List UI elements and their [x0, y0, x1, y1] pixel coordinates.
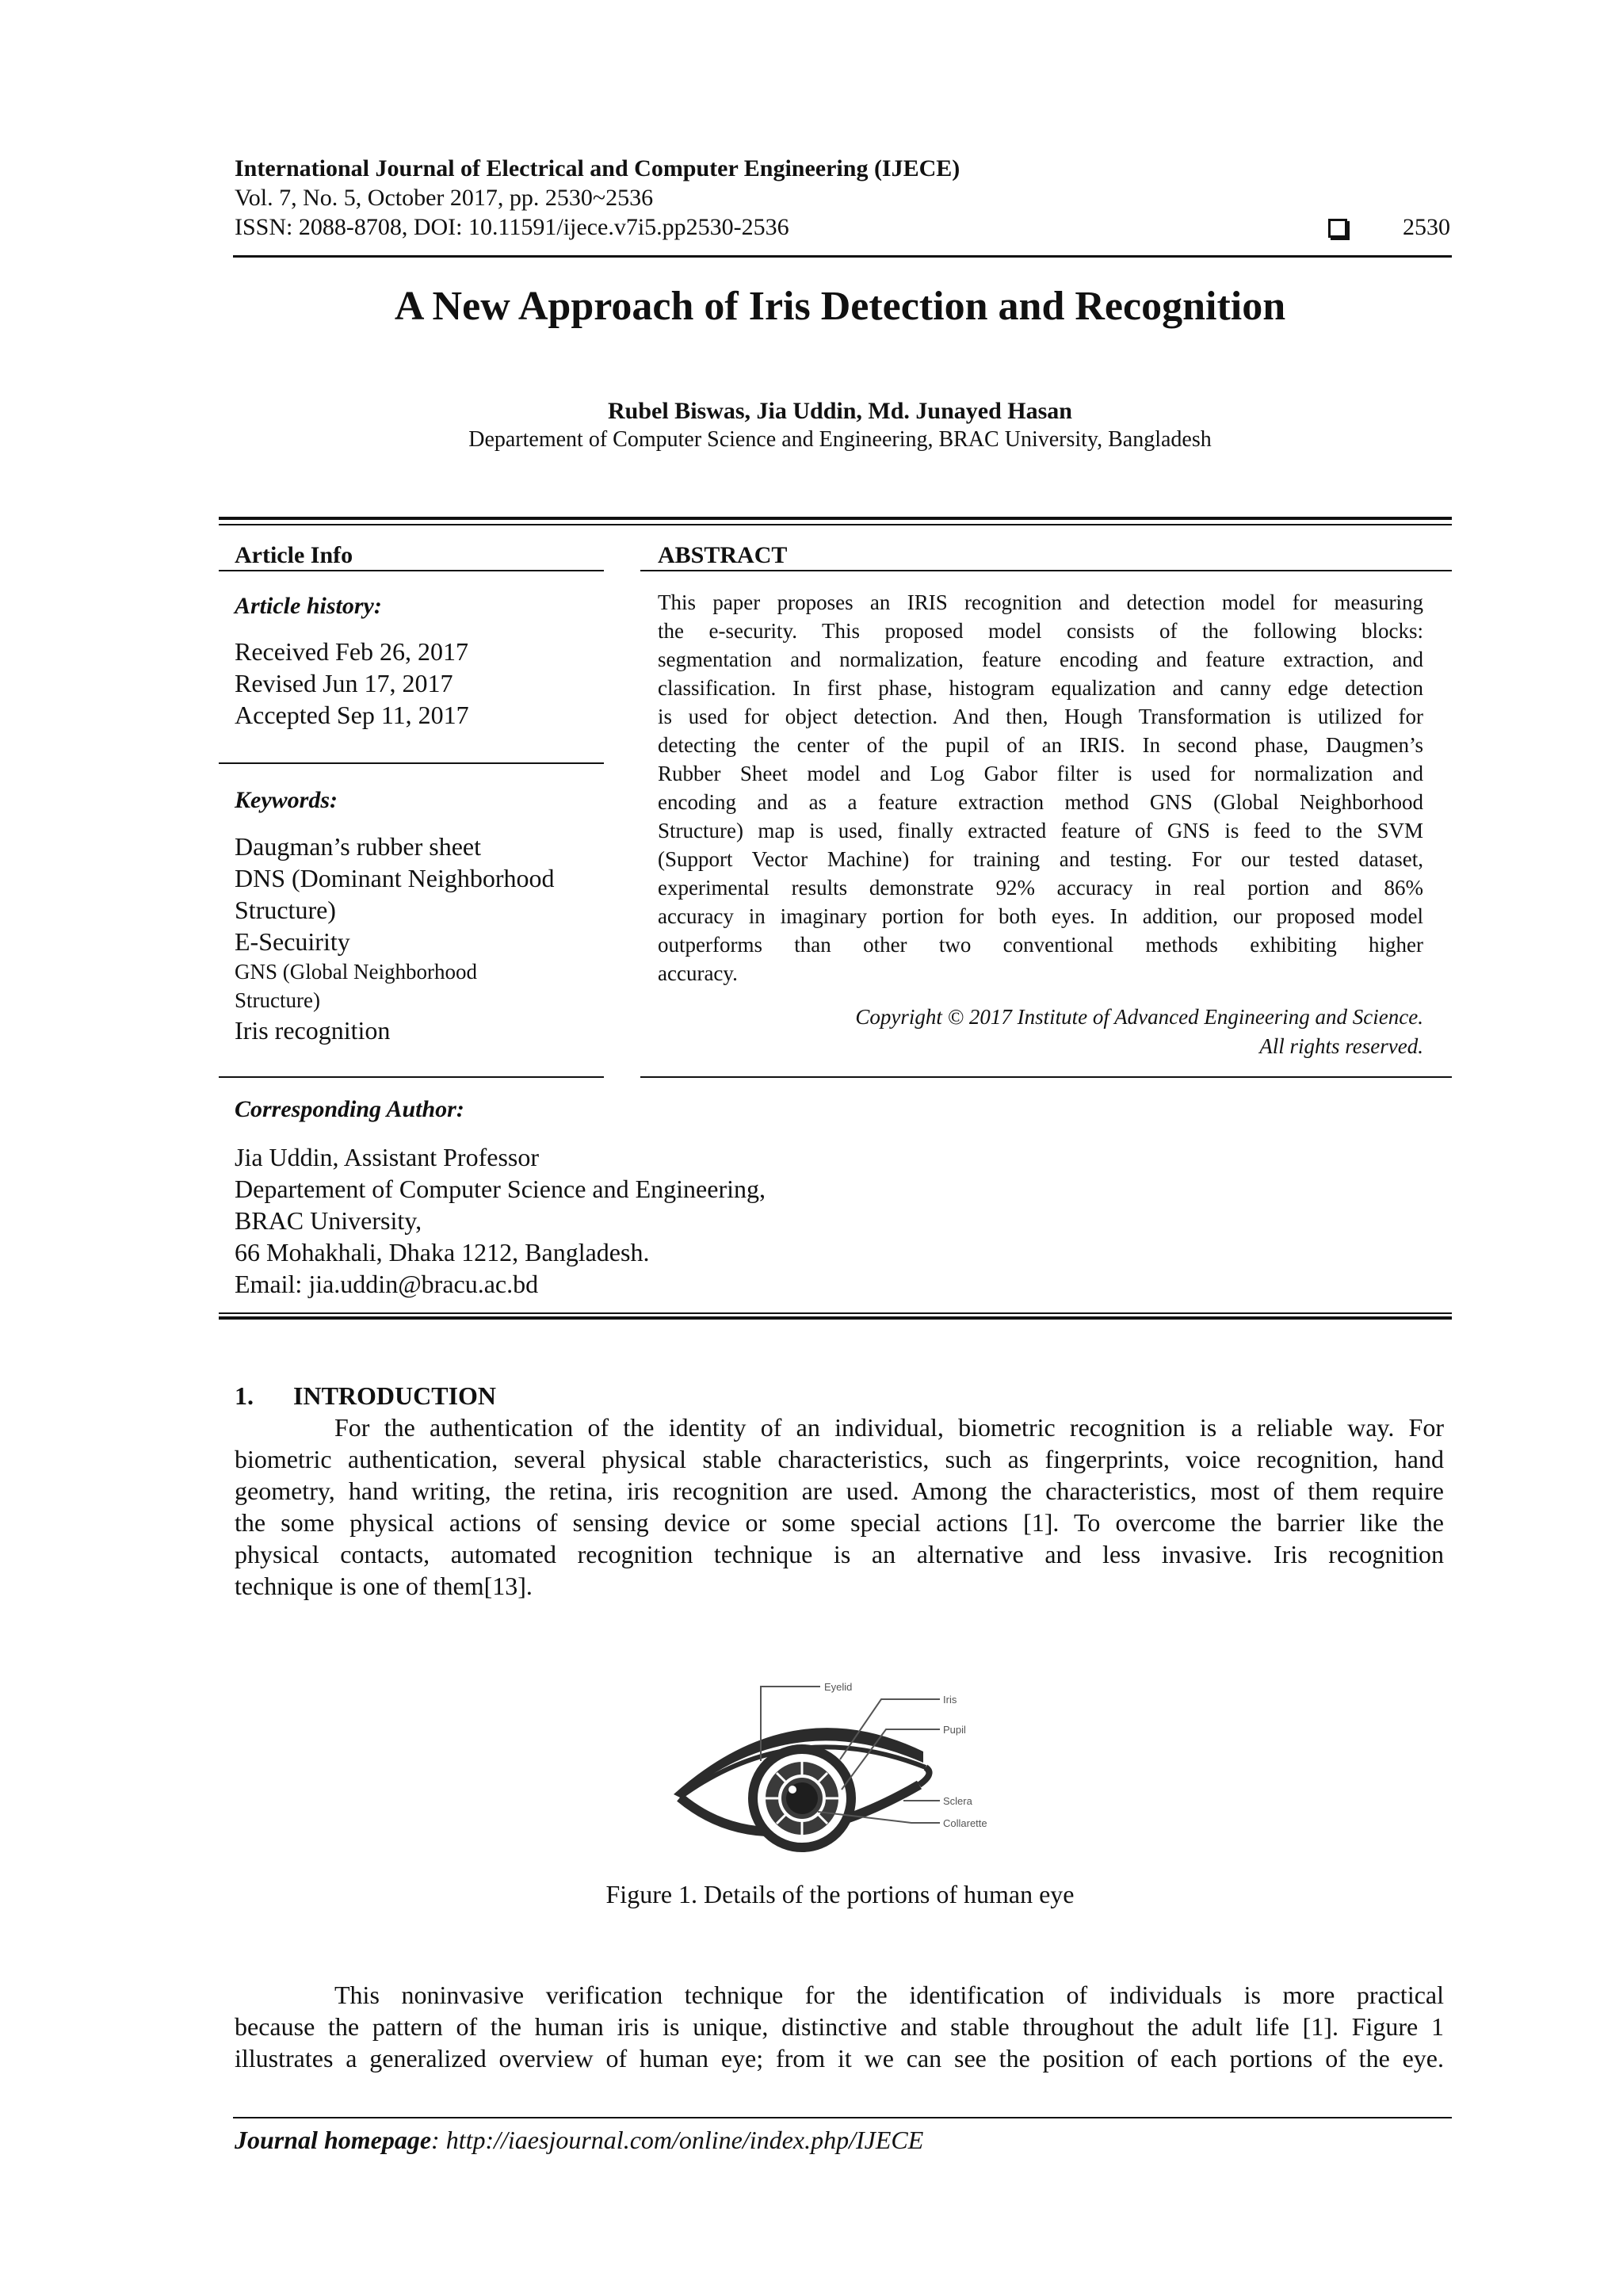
page-number: 2530 — [1403, 214, 1450, 240]
abstract-line: is used for object detection. And then, Hough Transformation is utilized for — [658, 705, 1423, 728]
corresponding-body — [235, 1141, 766, 1300]
paper-affiliation: Departement of Computer Science and Engineering, BRAC University, Bangladesh — [468, 427, 1212, 452]
abstract-line: segmentation and normalization, feature encoding and feature extraction, and — [658, 648, 1423, 671]
abstract-line: Rubber Sheet model and Log Gabor filter is used for normalization and — [658, 762, 1423, 785]
journal-volume: Vol. 7, No. 5, October 2017, pp. 2530~2536 — [235, 185, 654, 211]
article-info-rule — [219, 570, 604, 571]
label-pupil: Pupil — [943, 1724, 966, 1736]
abstract-line: (Support Vector Machine) for training and testing. For our tested dataset, — [658, 847, 1423, 871]
corresponding-address: 66 Mohakhali, Dhaka 1212, Bangladesh. — [235, 1238, 650, 1266]
history-received: Received Feb 26, 2017 — [235, 637, 469, 666]
copyright-line-2: All rights reserved. — [1259, 1034, 1423, 1058]
section-heading: INTRODUCTION — [293, 1381, 497, 1410]
abstract-line: detecting the center of the pupil of an IRIS. In second phase, Daugmen’s — [658, 733, 1423, 757]
keyword-item: Daugman’s rubber sheet — [235, 832, 482, 861]
abstract-line: This paper proposes an IRIS recognition and detection model for measuring — [658, 590, 1423, 614]
abstract-line: accuracy in imaginary portion for both eyes. In addition, our proposed model — [658, 904, 1423, 928]
para2-line: because the pattern of the human iris is unique, distinctive and stable throughout the adult life [1]. Figure 1 — [235, 2012, 1444, 2041]
checkbox-square-icon — [1328, 219, 1347, 238]
section-number: 1. — [235, 1381, 254, 1410]
abstract-body — [658, 588, 1423, 988]
keywords-heading: Keywords: — [235, 787, 338, 813]
para2-line: illustrates a generalized overview of human eye; from it we can see the position of each portions of the eye. — [235, 2044, 1444, 2073]
corresponding-univ: BRAC University, — [235, 1206, 422, 1235]
footer-label: Journal homepage — [235, 2126, 432, 2154]
corresponding-email: Email: jia.uddin@bracu.ac.bd — [235, 1270, 539, 1298]
keyword-item: DNS (Dominant Neighborhood — [235, 864, 555, 892]
label-eyelid: Eyelid — [824, 1681, 853, 1693]
footer-rule — [233, 2117, 1452, 2118]
abstract-line: experimental results demonstrate 92% accuracy in real portion and 86% — [658, 876, 1423, 900]
intro-line: biometric authentication, several physical stable characteristics, such as fingerprints, voice recognition, hand — [235, 1445, 1444, 1473]
left-column-bottom-rule — [219, 1076, 604, 1078]
history-accepted: Accepted Sep 11, 2017 — [235, 701, 469, 729]
abstract-line: the e-security. This proposed model consists of the following blocks: — [658, 619, 1423, 643]
infobox-top-rule-2 — [219, 524, 1452, 525]
abstract-line: Structure) map is used, finally extracted feature of GNS is feed to the SVM — [658, 819, 1423, 842]
abstract-rule — [640, 570, 1452, 571]
abstract-line: encoding and as a feature extraction method GNS (Global Neighborhood — [658, 790, 1423, 814]
para2-line: This noninvasive verification technique for the identification of individuals is more practical — [334, 1981, 1444, 2009]
keyword-item: GNS (Global Neighborhood — [235, 960, 477, 984]
abstract-line: accuracy. — [658, 961, 738, 985]
keywords-rule — [219, 762, 604, 764]
infobox-bottom-rule-1 — [219, 1312, 1452, 1314]
journal-issn: ISSN: 2088-8708, DOI: 10.11591/ijece.v7i5.pp2530-2536 — [235, 214, 789, 240]
intro-paragraph — [235, 1412, 1444, 1602]
keyword-item: Structure) — [235, 988, 320, 1012]
keyword-item: Structure) — [235, 896, 336, 924]
footer-url[interactable]: : http://iaesjournal.com/online/index.php/IJECE — [431, 2126, 924, 2154]
abstract-heading: ABSTRACT — [658, 542, 788, 568]
abstract-line: classification. In first phase, histogram equalization and canny edge detection — [658, 676, 1423, 700]
intro-line: For the authentication of the identity of an individual, biometric recognition is a reliable way. For — [334, 1413, 1444, 1442]
history-revised: Revised Jun 17, 2017 — [235, 669, 453, 697]
keywords-list — [235, 831, 555, 1046]
intro-line: physical contacts, automated recognition technique is an alternative and less invasive. Iris recognition — [235, 1540, 1444, 1568]
corresponding-dept: Departement of Computer Science and Engineering, — [235, 1175, 766, 1203]
copyright-line-1: Copyright © 2017 Institute of Advanced Engineering and Science. — [855, 1005, 1423, 1029]
corresponding-heading: Corresponding Author: — [235, 1096, 464, 1122]
intro-line: the some physical actions of sensing device or some special actions [1]. To overcome the barrier like the — [235, 1508, 1444, 1537]
label-iris: Iris — [943, 1694, 957, 1706]
eye-diagram-figure — [674, 1674, 1022, 1856]
infobox-top-rule-1 — [219, 517, 1452, 520]
journal-title: International Journal of Electrical and Computer Engineering (IJECE) — [235, 155, 960, 181]
abstract-line: outperforms than other two conventional methods exhibiting higher — [658, 933, 1423, 957]
intro-line: technique is one of them[13]. — [235, 1572, 533, 1600]
label-collarette: Collarette — [943, 1817, 987, 1829]
history-heading: Article history: — [235, 593, 382, 619]
infobox-bottom-rule-2 — [219, 1316, 1452, 1320]
footer — [235, 2124, 923, 2156]
paragraph-2 — [235, 1979, 1444, 2074]
history-list — [235, 636, 469, 731]
article-info-heading: Article Info — [235, 542, 353, 568]
paper-title: A New Approach of Iris Detection and Recognition — [394, 284, 1286, 329]
label-sclera: Sclera — [943, 1795, 972, 1807]
corresponding-name: Jia Uddin, Assistant Professor — [235, 1143, 539, 1171]
header-rule — [233, 255, 1452, 258]
figure-caption: Figure 1. Details of the portions of human eye — [605, 1880, 1075, 1908]
right-column-bottom-rule — [640, 1076, 1452, 1078]
intro-line: geometry, hand writing, the retina, iris recognition are used. Among the characteristics, most of them require — [235, 1477, 1444, 1505]
paper-authors: Rubel Biswas, Jia Uddin, Md. Junayed Hasan — [608, 398, 1072, 424]
keyword-item: Iris recognition — [235, 1016, 391, 1045]
eye-icon — [674, 1728, 930, 1847]
keyword-item: E-Secuirity — [235, 927, 350, 956]
